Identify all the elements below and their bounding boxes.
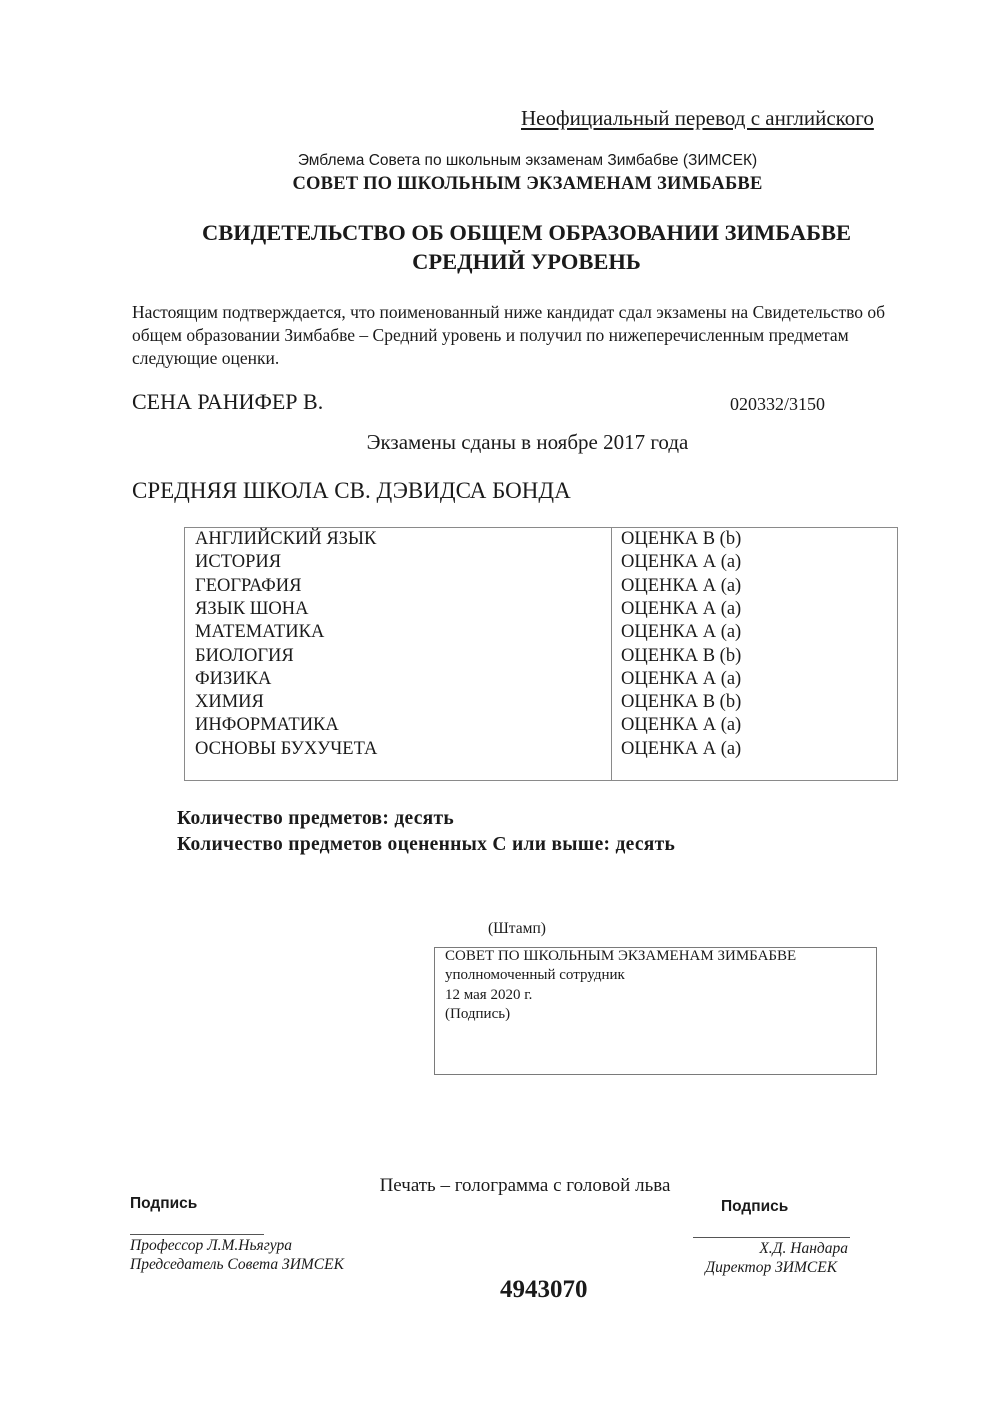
stamp-officer-line: уполномоченный сотрудник: [445, 967, 625, 983]
subject-grade: ОЦЕНКА В (b): [621, 529, 742, 549]
subject-grade: ОЦЕНКА А (а): [621, 668, 742, 689]
signature-right-line: [693, 1237, 850, 1238]
intro-paragraph: Настоящим подтверждается, что поименованный ниже кандидат сдал экзамены на Свидетельство об общем образовании Зимбабве – Средний уровень и получил по нижеперечисленным предметам следующие оценки.: [132, 302, 886, 368]
signature-right-title: Директор ЗИМСЕК: [705, 1259, 837, 1276]
subjects-count: Количество предметов: десять: [177, 808, 455, 829]
subject-name: ХИМИЯ: [195, 692, 264, 713]
signature-left-line: [130, 1234, 264, 1235]
emblem-line: Эмблема Совета по школьным экзаменам Зимбабве (ЗИМСЕК): [297, 152, 758, 169]
serial-number: 4943070: [500, 1276, 588, 1303]
subject-grade: ОЦЕНКА В (b): [621, 692, 742, 713]
subject-name: БИОЛОГИЯ: [195, 645, 294, 666]
translation-note: Неофициальный перевод с английского: [521, 106, 874, 130]
signature-right-name: Х.Д. Нандара: [759, 1240, 848, 1257]
stamp-signature-line: (Подпись): [445, 1006, 511, 1022]
grades-table: [184, 527, 898, 781]
subject-grade: ОЦЕНКА А (а): [621, 575, 742, 596]
table-row: [185, 668, 897, 691]
table-row: [185, 575, 897, 598]
subject-name: ФИЗИКА: [195, 668, 272, 689]
table-row: [185, 691, 897, 714]
subject-name: АНГЛИЙСКИЙ ЯЗЫК: [195, 529, 377, 549]
candidate-name: СЕНА РАНИФЕР В.: [132, 389, 324, 414]
stamp-date-line: 12 мая 2020 г.: [445, 987, 533, 1003]
candidate-number: 020332/3150: [730, 394, 826, 414]
subject-name: ОСНОВЫ БУХУЧЕТА: [195, 738, 378, 759]
table-row: [185, 621, 897, 644]
seal-note: Печать – голограмма с головой льва: [379, 1175, 671, 1196]
table-row: [185, 645, 897, 668]
certificate-title-line1: СВИДЕТЕЛЬСТВО ОБ ОБЩЕМ ОБРАЗОВАНИИ ЗИМБАБВЕ: [202, 220, 851, 245]
subject-name: ГЕОГРАФИЯ: [195, 575, 302, 596]
signature-left-label: Подпись: [130, 1195, 198, 1212]
certificate-title-line2: СРЕДНИЙ УРОВЕНЬ: [412, 249, 641, 274]
table-row: [185, 598, 897, 621]
subject-grade: ОЦЕНКА А (а): [621, 622, 742, 643]
subject-grade: ОЦЕНКА В (b): [621, 645, 742, 666]
stamp-box: [434, 947, 877, 1075]
school-name: СРЕДНЯЯ ШКОЛА СВ. ДЭВИДСА БОНДА: [132, 478, 571, 503]
exam-date: Экзамены сданы в ноябре 2017 года: [366, 430, 689, 454]
subject-name: ИНФОРМАТИКА: [195, 715, 339, 736]
stamp-label: (Штамп): [488, 920, 546, 937]
table-row: [185, 738, 897, 761]
stamp-council-line: СОВЕТ ПО ШКОЛЬНЫМ ЭКЗАМЕНАМ ЗИМБАБВЕ: [445, 948, 797, 964]
subject-name: МАТЕМАТИКА: [195, 622, 325, 643]
subject-name: ЯЗЫК ШОНА: [195, 598, 309, 619]
signature-left-name: Профессор Л.М.Ньягура: [130, 1237, 292, 1254]
subject-grade: ОЦЕНКА А (а): [621, 598, 742, 619]
signature-right-label: Подпись: [721, 1198, 789, 1215]
subject-grade: ОЦЕНКА А (а): [621, 738, 742, 759]
table-row: [185, 551, 897, 574]
subject-name: ИСТОРИЯ: [195, 552, 282, 573]
table-row: [185, 714, 897, 737]
subject-grade: ОЦЕНКА А (а): [621, 715, 742, 736]
table-row: [185, 528, 897, 551]
signature-left-title: Председатель Совета ЗИМСЕК: [130, 1256, 344, 1273]
subject-grade: ОЦЕНКА А (а): [621, 552, 742, 573]
subjects-c-or-above: Количество предметов оцененных С или выше: десять: [177, 834, 676, 855]
council-title: СОВЕТ ПО ШКОЛЬНЫМ ЭКЗАМЕНАМ ЗИМБАБВЕ: [292, 174, 763, 194]
